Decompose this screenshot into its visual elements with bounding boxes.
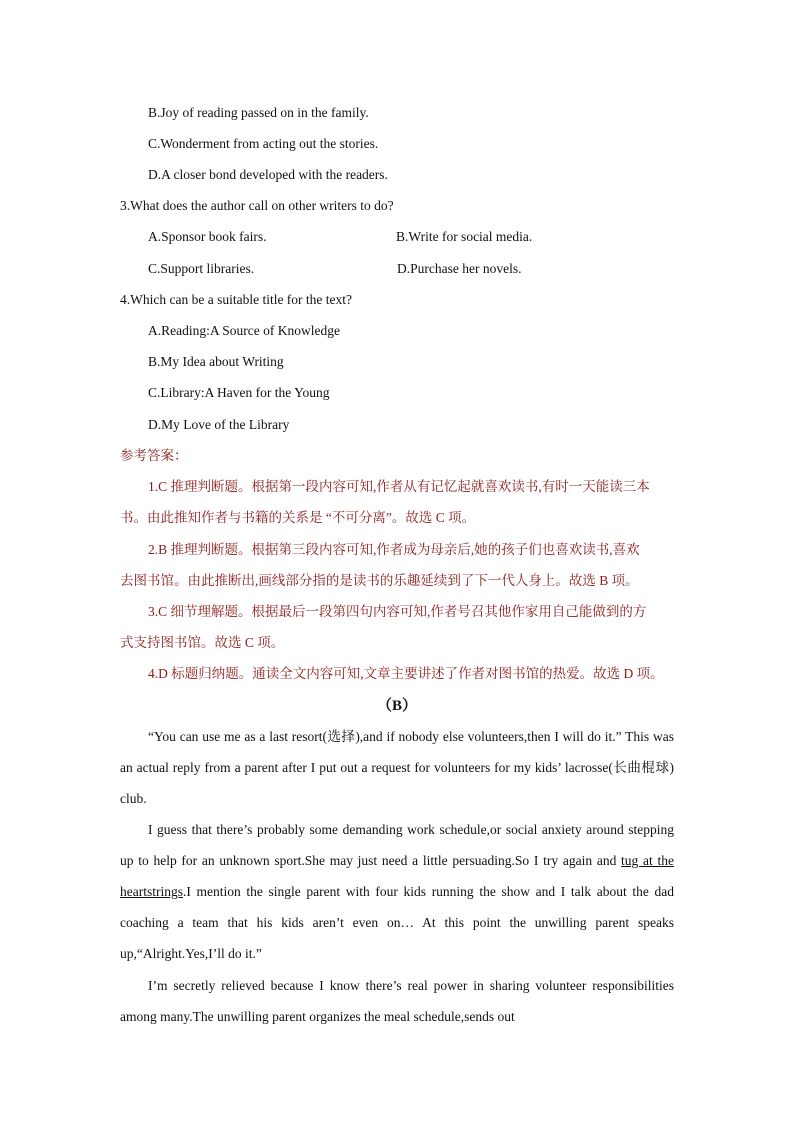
q2-option-c: C.Wonderment from acting out the stories.	[148, 136, 379, 151]
passage-paragraph-3: I’m secretly relieved because I know there’s real power in sharing volunteer responsibilities among many.The unwilling parent organizes the meal schedule,sends out	[120, 978, 674, 1024]
underlined-phrase: tug at the heartstrings	[120, 853, 674, 899]
q3-option-a: A.Sponsor book fairs.	[148, 229, 267, 244]
q3-option-d: D.Purchase her novels.	[397, 261, 522, 276]
q4-question: 4.Which can be a suitable title for the text?	[120, 292, 353, 307]
q4-option-d: D.My Love of the Library	[148, 417, 290, 432]
passage-paragraph-2	[120, 814, 674, 969]
answer-2-line-1: 2.B 推理判断题。根据第三段内容可知,作者成为母亲后,她的孩子们也喜欢读书,喜欢	[148, 542, 640, 557]
answer-1-line-2: 书。由此推知作者与书籍的关系是 “不可分离”。故选 C 项。	[120, 510, 476, 525]
passage-paragraph-1: “You can use me as a last resort(选择),and if nobody else volunteers,then I will do it.” This was an actual reply from a parent after I put out a request for volunteers for my kids’ lacrosse(长曲棍球) club.	[120, 729, 674, 806]
q3-option-c: C.Support libraries.	[148, 261, 255, 276]
q3-question: 3.What does the author call on other writers to do?	[120, 198, 394, 213]
q4-option-b: B.My Idea about Writing	[148, 354, 284, 369]
q2-option-b: B.Joy of reading passed on in the family.	[148, 105, 369, 120]
answer-4-line-1: 4.D 标题归纳题。通读全文内容可知,文章主要讲述了作者对图书馆的热爱。故选 D 项。	[148, 666, 664, 681]
answer-3-line-2: 式支持图书馆。故选 C 项。	[120, 635, 285, 650]
q4-option-a: A.Reading:A Source of Knowledge	[148, 323, 340, 338]
q3-option-b: B.Write for social media.	[396, 229, 533, 244]
paragraph-2-text-start: I guess that there’s probably some demanding work schedule,or social anxiety around stepping up to help for an unknown sport.She may just need a little persuading.So I try again and	[120, 822, 674, 868]
q4-option-c: C.Library:A Haven for the Young	[148, 385, 330, 400]
answer-1-line-1: 1.C 推理判断题。根据第一段内容可知,作者从有记忆起就喜欢读书,有时一天能读三本	[148, 479, 650, 494]
answer-2-line-2: 去图书馆。由此推断出,画线部分指的是读书的乐趣延续到了下一代人身上。故选 B 项。	[120, 573, 639, 588]
q2-option-d: D.A closer bond developed with the readers.	[148, 167, 388, 182]
paragraph-2-text-end: .I mention the single parent with four kids running the show and I talk about the dad coaching a team that his kids aren’t even on… At this point the unwilling parent speaks up,“Alright.Yes,I’ll do it.”	[120, 884, 674, 961]
answer-3-line-1: 3.C 细节理解题。根据最后一段第四句内容可知,作者号召其他作家用自己能做到的方	[148, 604, 647, 619]
section-title: （B）	[376, 698, 417, 714]
answer-heading: 参考答案：	[120, 448, 188, 463]
